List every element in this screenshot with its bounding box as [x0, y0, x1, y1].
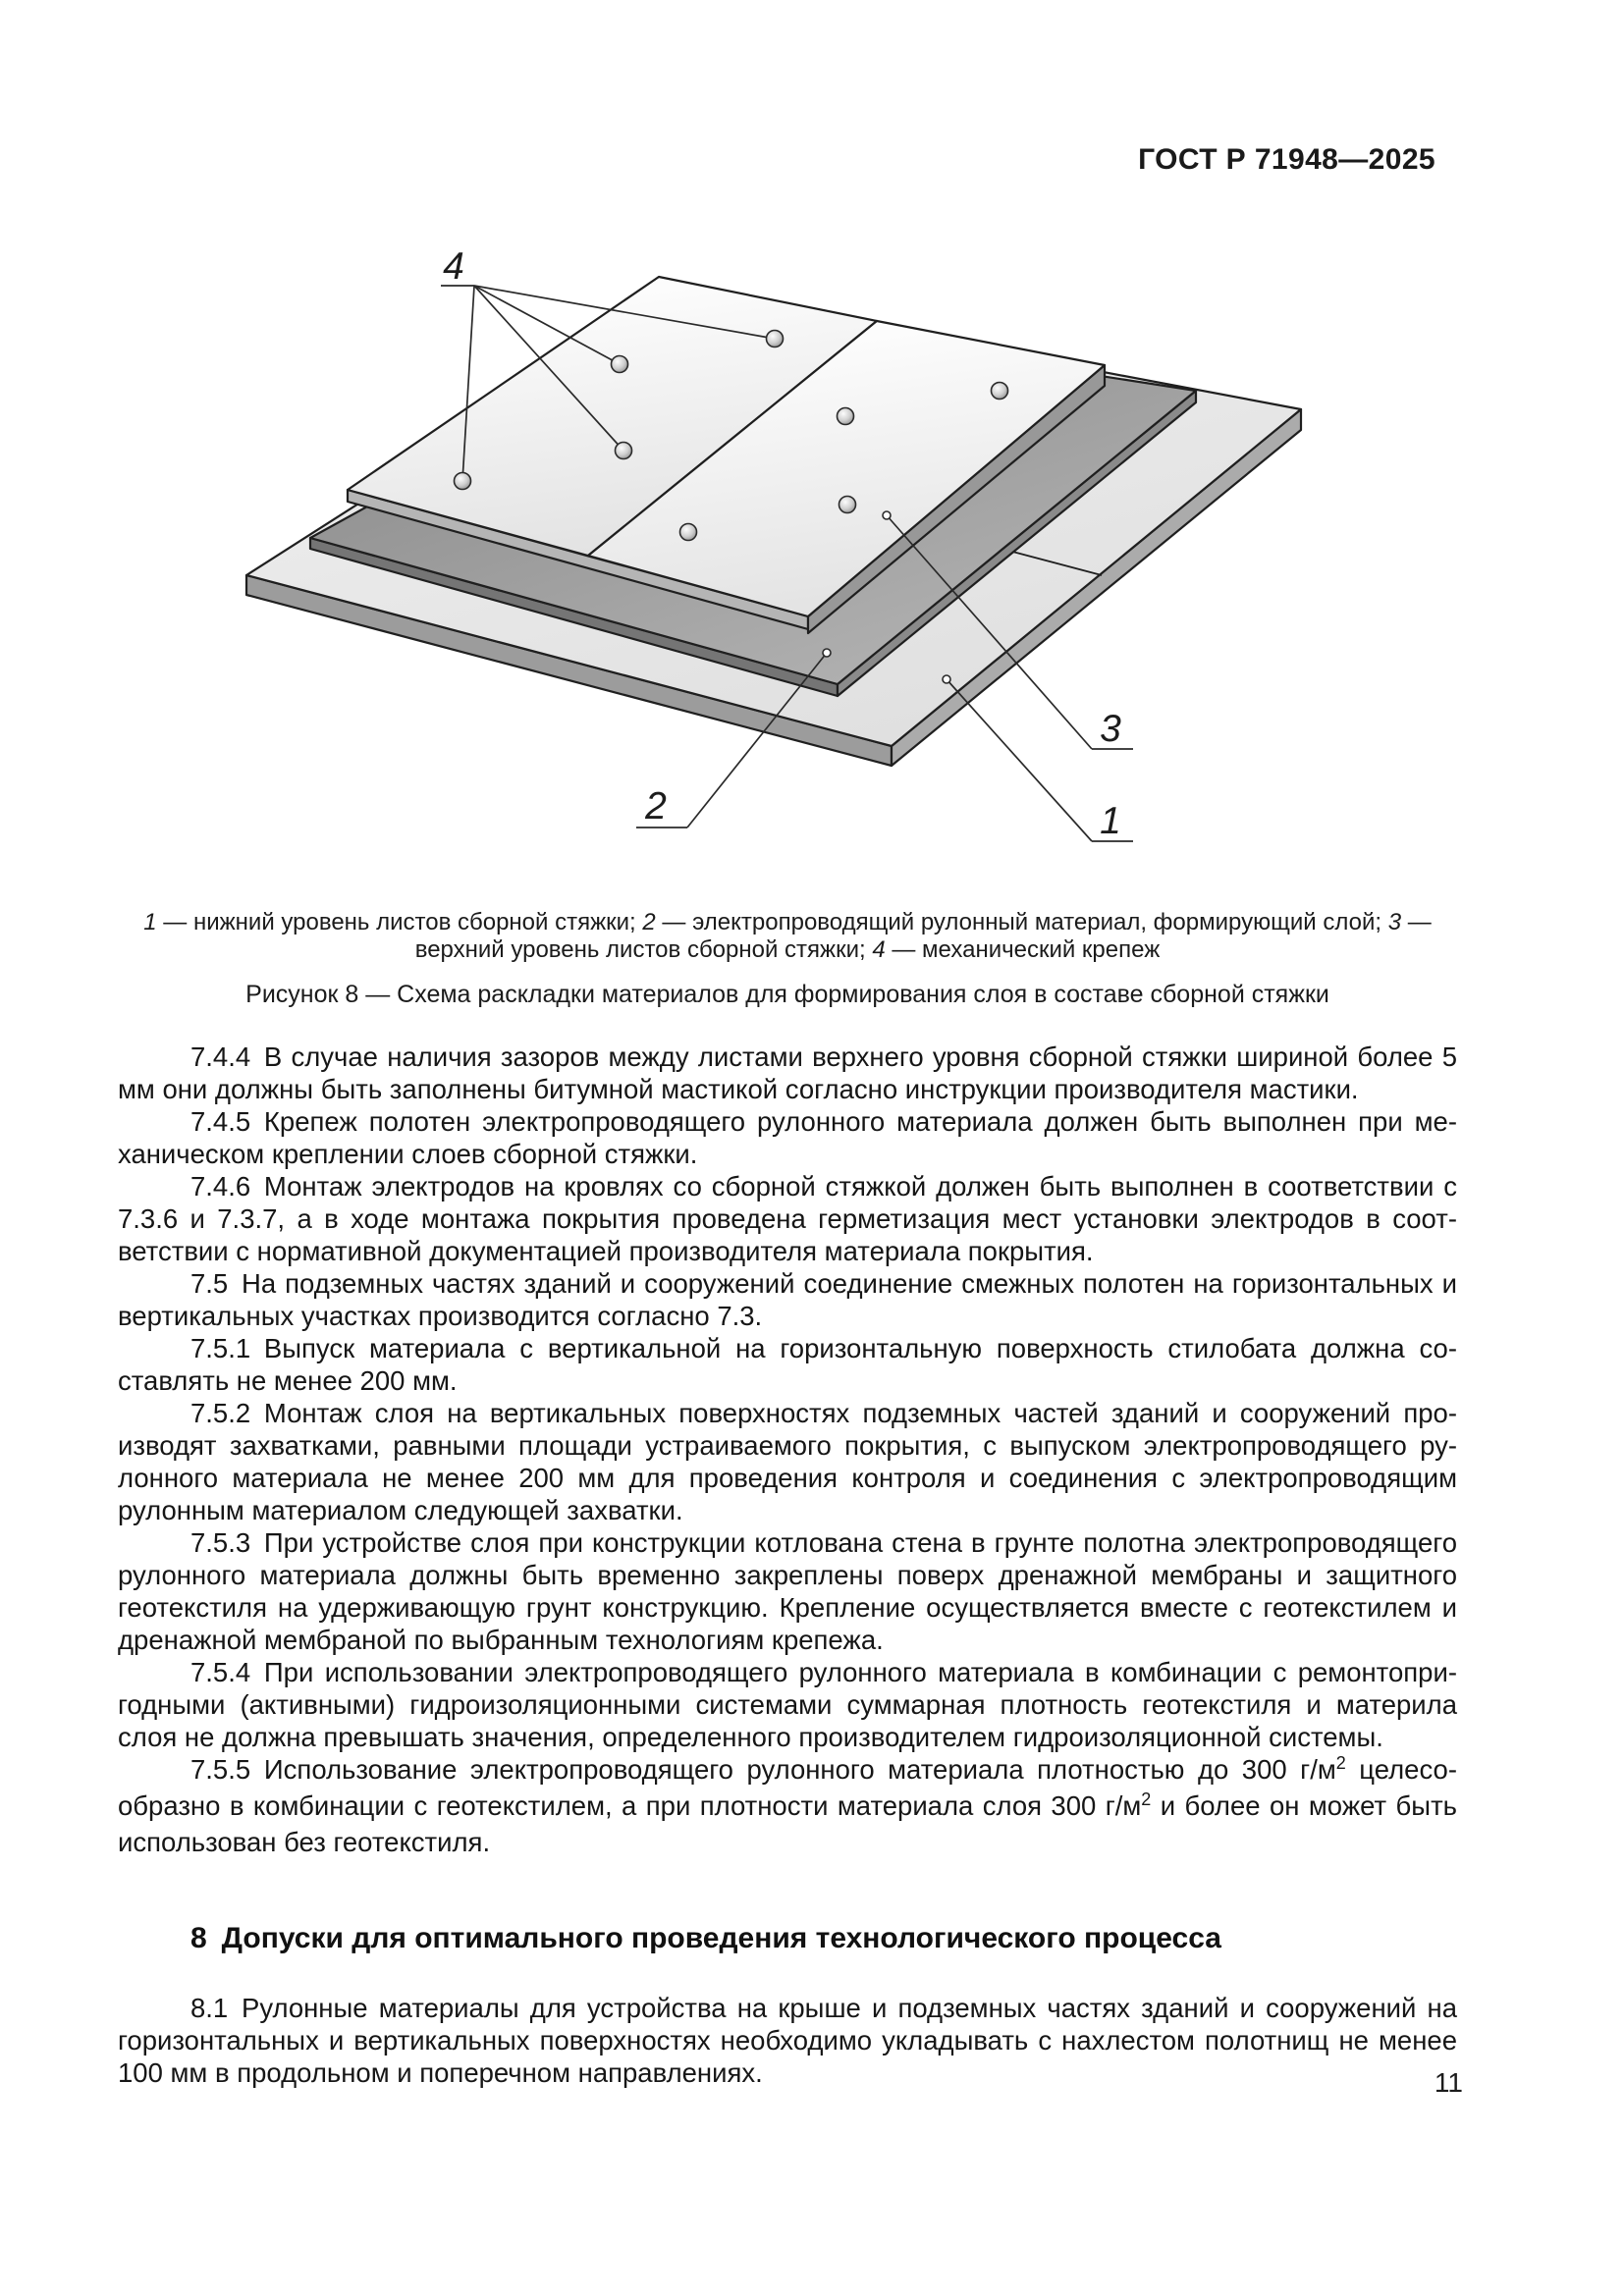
- callout-anchor-dot: [823, 649, 831, 657]
- figure-legend: 1 — нижний уровень листов сборной стяжки; 2 — электропроводящий рулонный материал, формирующий слой; 3 — верхний уровень листов сборной стяжки; 4 — механический крепеж: [143, 909, 1432, 963]
- legend-item-number: 1: [143, 909, 157, 935]
- paragraph: 7.5.3 При устройстве слоя при конструкции котлована стена в грунте полотна электропроводящего рулонного материала должны быть временно закреплены поверх дренажной мембраны и защитного геотекстиля на удерживающую грунт конструкцию. Крепление осуществляется вместе с геотекстилем и дренажной мембраной по выбранным технологиям крепежа.: [118, 1527, 1457, 1655]
- body-text: [118, 1041, 1457, 2089]
- paragraph: 7.5.5 Использование электропроводящего рулонного материала плотностью до 300 $г/м^2$ целесообразно в комбинации с геотекстилем, а при плотности материала слоя 300 $г/м^2$ и более он может быть использован без геотекстиля.: [118, 1753, 1457, 1857]
- callout-label-1: 1: [1100, 800, 1121, 842]
- fastener-dot: [839, 497, 856, 513]
- section-8-heading: 8 Допуски для оптимального проведения технологического процесса: [190, 1922, 1221, 1954]
- figure-8-diagram: [147, 201, 1424, 898]
- fastener-dot: [838, 408, 854, 425]
- figure-svg: [147, 201, 1424, 898]
- standard-number-header: ГОСТ Р 71948—2025: [1138, 143, 1435, 176]
- paragraph: 7.5 На подземных частях зданий и сооружений соединение смежных полотен на горизонтальных и вертикальных участках производится согласно 7.3.: [118, 1268, 1457, 1331]
- callout-anchor-dot: [943, 675, 950, 683]
- fastener-dot: [616, 443, 632, 459]
- superscript: 2: [1335, 1753, 1346, 1773]
- legend-item-number: 4: [872, 935, 886, 963]
- callout-label-2: 2: [645, 785, 667, 828]
- paragraph: 7.4.6 Монтаж электродов на кровлях со сборной стяжкой должен быть выполнен в соответствии с 7.3.6 и 7.3.7, а в ходе монтажа покрытия проведена герметизация мест установки электродов в соответствии с нормативной документацией производителя материала покрытия.: [118, 1171, 1457, 1266]
- callout-anchor-dot: [883, 511, 891, 519]
- paragraph: 7.4.4 В случае наличия зазоров между листами верхнего уровня сборной стяжки шириной более 5 мм они должны быть заполнены битумной мастикой согласно инструкции производителя мастики.: [118, 1041, 1457, 1104]
- superscript: 2: [1141, 1789, 1152, 1809]
- fastener-dot: [680, 524, 697, 541]
- paragraph: 7.5.1 Выпуск материала с вертикальной на горизонтальную поверхность стилобата должна составлять не менее 200 мм.: [118, 1333, 1457, 1396]
- fastener-dot: [612, 356, 628, 373]
- fastener-dot: [455, 473, 471, 490]
- paragraph: 7.5.4 При использовании электропроводящего рулонного материала в комбинации с ремонтопригодными (активными) гидроизоляционными системами суммарная плотность геотекстиля и материла слоя не должна превышать значения, определенного производителем гидроизоляционной системы.: [118, 1657, 1457, 1752]
- fastener-dot: [767, 331, 784, 347]
- fastener-dot: [992, 383, 1008, 400]
- clause-8-paragraphs: [118, 1992, 1457, 2089]
- clause-7-paragraphs: [118, 1041, 1457, 1858]
- legend-item-number: 3: [1387, 909, 1402, 935]
- callout-leader-line: [947, 679, 1092, 841]
- paragraph: 7.5.2 Монтаж слоя на вертикальных поверхностях подземных частей зданий и сооружений производят захватками, равными площади устраиваемого покрытия, с выпуском электропроводящего рулонного материала не менее 200 мм для проведения контроля и соединения с электропроводящим рулонным материалом следующей захватки.: [118, 1398, 1457, 1525]
- page-number: 11: [1434, 2067, 1463, 2098]
- paragraph: 8.1 Рулонные материалы для устройства на крыше и подземных частях зданий и сооружений на горизонтальных и вертикальных поверхностях необходимо укладывать с нахлестом полотнищ не менее 100 мм в продольном и поперечном направлениях.: [118, 1993, 1457, 2088]
- callout-label-3: 3: [1100, 708, 1121, 750]
- callout-label-4: 4: [443, 245, 464, 288]
- figure-caption: Рисунок 8 — Схема раскладки материалов для формирования слоя в составе сборной стяжки: [245, 981, 1329, 1008]
- paragraph: 7.4.5 Крепеж полотен электропроводящего рулонного материала должен быть выполнен при механическом креплении слоев сборной стяжки.: [118, 1106, 1457, 1169]
- legend-item-number: 2: [642, 909, 656, 935]
